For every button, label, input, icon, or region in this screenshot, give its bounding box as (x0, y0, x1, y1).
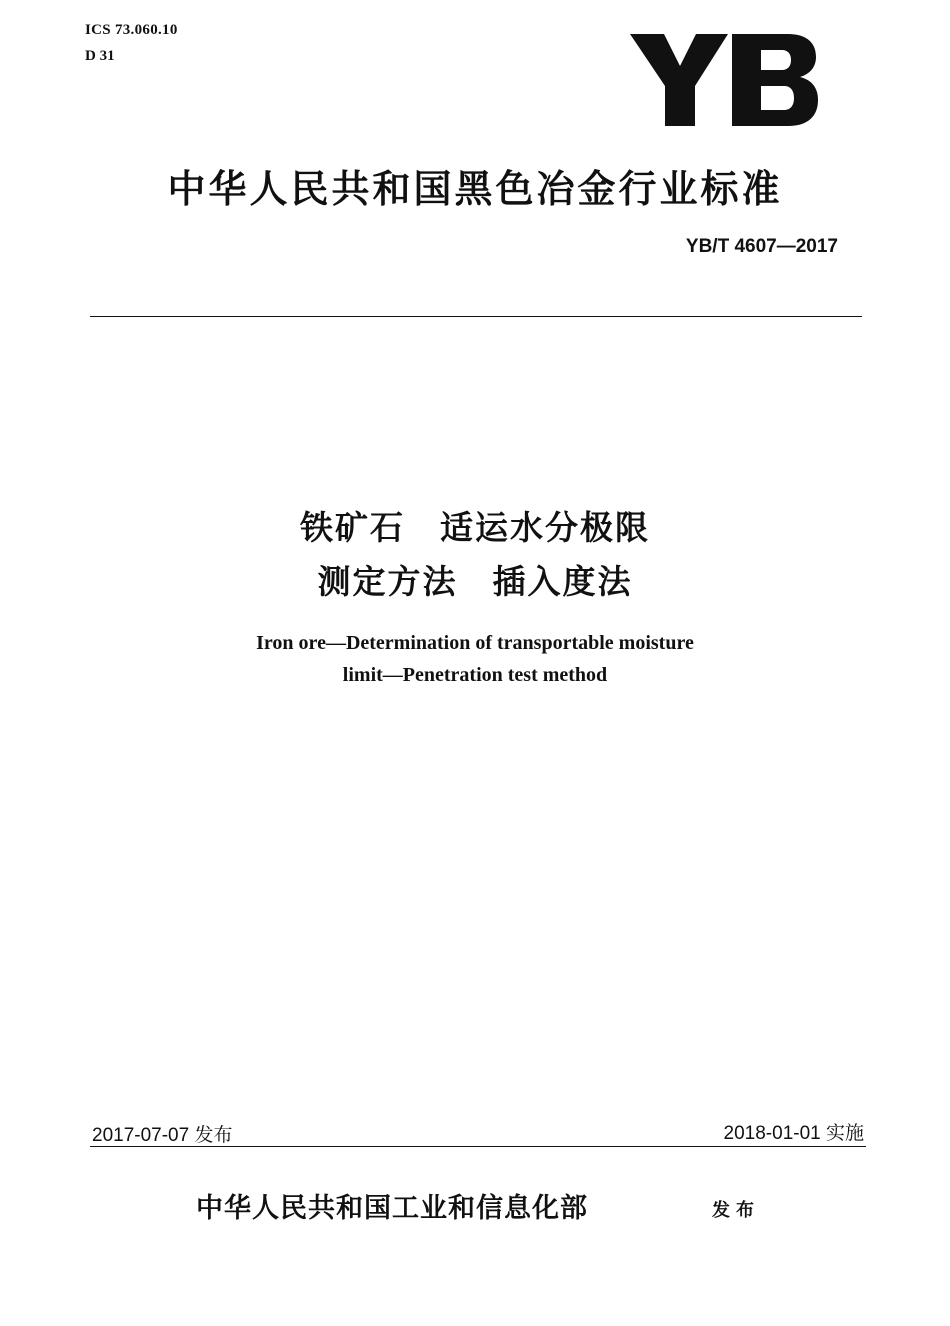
standard-category-title: 中华人民共和国黑色冶金行业标准 (167, 167, 783, 211)
implementation-date: 2018-01-01 实施 (723, 1123, 864, 1144)
top-divider (90, 316, 862, 317)
title-cn-line2: 测定方法 插入度法 (317, 562, 633, 601)
yb-logo (628, 28, 818, 128)
issuing-authority: 中华人民共和国工业和信息化部 (196, 1193, 588, 1224)
standard-number: YB/T 4607—2017 (685, 236, 838, 257)
bottom-divider (90, 1146, 866, 1147)
ics-code: ICS 73.060.10 (85, 22, 178, 38)
title-en-line2: limit—Penetration test method (342, 664, 608, 686)
title-cn-line1: 铁矿石 适运水分极限 (300, 508, 650, 547)
issued-label: 发布 (712, 1200, 760, 1221)
ccs-code: D 31 (85, 48, 115, 64)
title-en-line1: Iron ore—Determination of transportable moisture (256, 632, 694, 654)
issue-date: 2017-07-07 发布 (92, 1125, 233, 1146)
